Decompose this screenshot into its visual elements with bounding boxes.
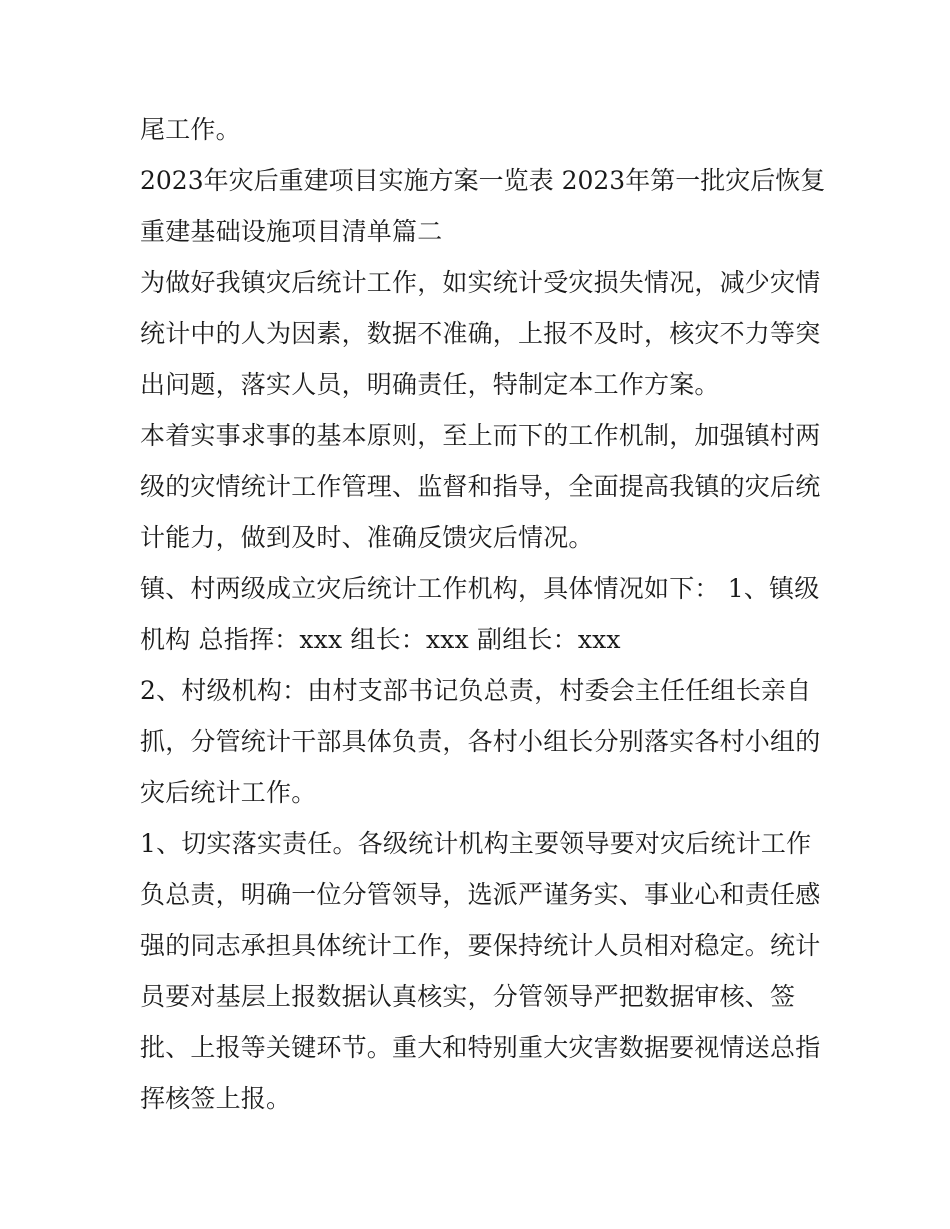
text-line: 挥核签上报。 [140, 1084, 292, 1113]
paragraph-7 [140, 818, 820, 1124]
text-line: 1、切实落实责任。各级统计机构主要领导要对灾后统计工作 [140, 829, 812, 858]
text-line: 抓，分管统计干部具体负责，各村小组长分别落实各村小组的 [140, 727, 821, 756]
text-line: 出问题，落实人员，明确责任，特制定本工作方案。 [140, 370, 720, 399]
paragraph-6 [140, 665, 820, 818]
text-line: 批、上报等关键环节。重大和特别重大灾害数据要视情送总指 [140, 1033, 821, 1062]
paragraph-4 [140, 410, 820, 563]
paragraph-1 [140, 104, 820, 155]
document-body [140, 104, 826, 1124]
text-line: 灾后统计工作。 [140, 778, 317, 807]
text-line: 统计中的人为因素，数据不准确，上报不及时，核灾不力等突 [140, 319, 821, 348]
text-line: 机构 总指挥：xxx 组长：xxx 副组长：xxx [140, 625, 621, 654]
text-line: 强的同志承担具体统计工作，要保持统计人员相对稳定。统计 [140, 931, 821, 960]
text-line: 2、村级机构：由村支部书记负总责，村委会主任任组长亲自 [140, 676, 812, 705]
text-line: 2023年灾后重建项目实施方案一览表 2023年第一批灾后恢复 [140, 166, 826, 195]
text-line: 级的灾情统计工作管理、监督和指导，全面提高我镇的灾后统 [140, 472, 821, 501]
text-line: 镇、村两级成立灾后统计工作机构，具体情况如下： 1、镇级 [140, 574, 820, 603]
text-line: 重建基础设施项目清单篇二 [140, 217, 443, 246]
paragraph-3 [140, 257, 820, 410]
text-line: 为做好我镇灾后统计工作，如实统计受灾损失情况，减少灾情 [140, 268, 821, 297]
paragraph-5 [140, 563, 820, 665]
text-line: 计能力，做到及时、准确反馈灾后情况。 [140, 523, 594, 552]
paragraph-2-heading [140, 155, 826, 257]
text-line: 尾工作。 [140, 115, 241, 144]
text-line: 本着实事求事的基本原则，至上而下的工作机制，加强镇村两 [140, 421, 821, 450]
text-line: 负总责，明确一位分管领导，选派严谨务实、事业心和责任感 [140, 880, 821, 909]
text-line: 员要对基层上报数据认真核实，分管领导严把数据审核、签 [140, 982, 796, 1011]
